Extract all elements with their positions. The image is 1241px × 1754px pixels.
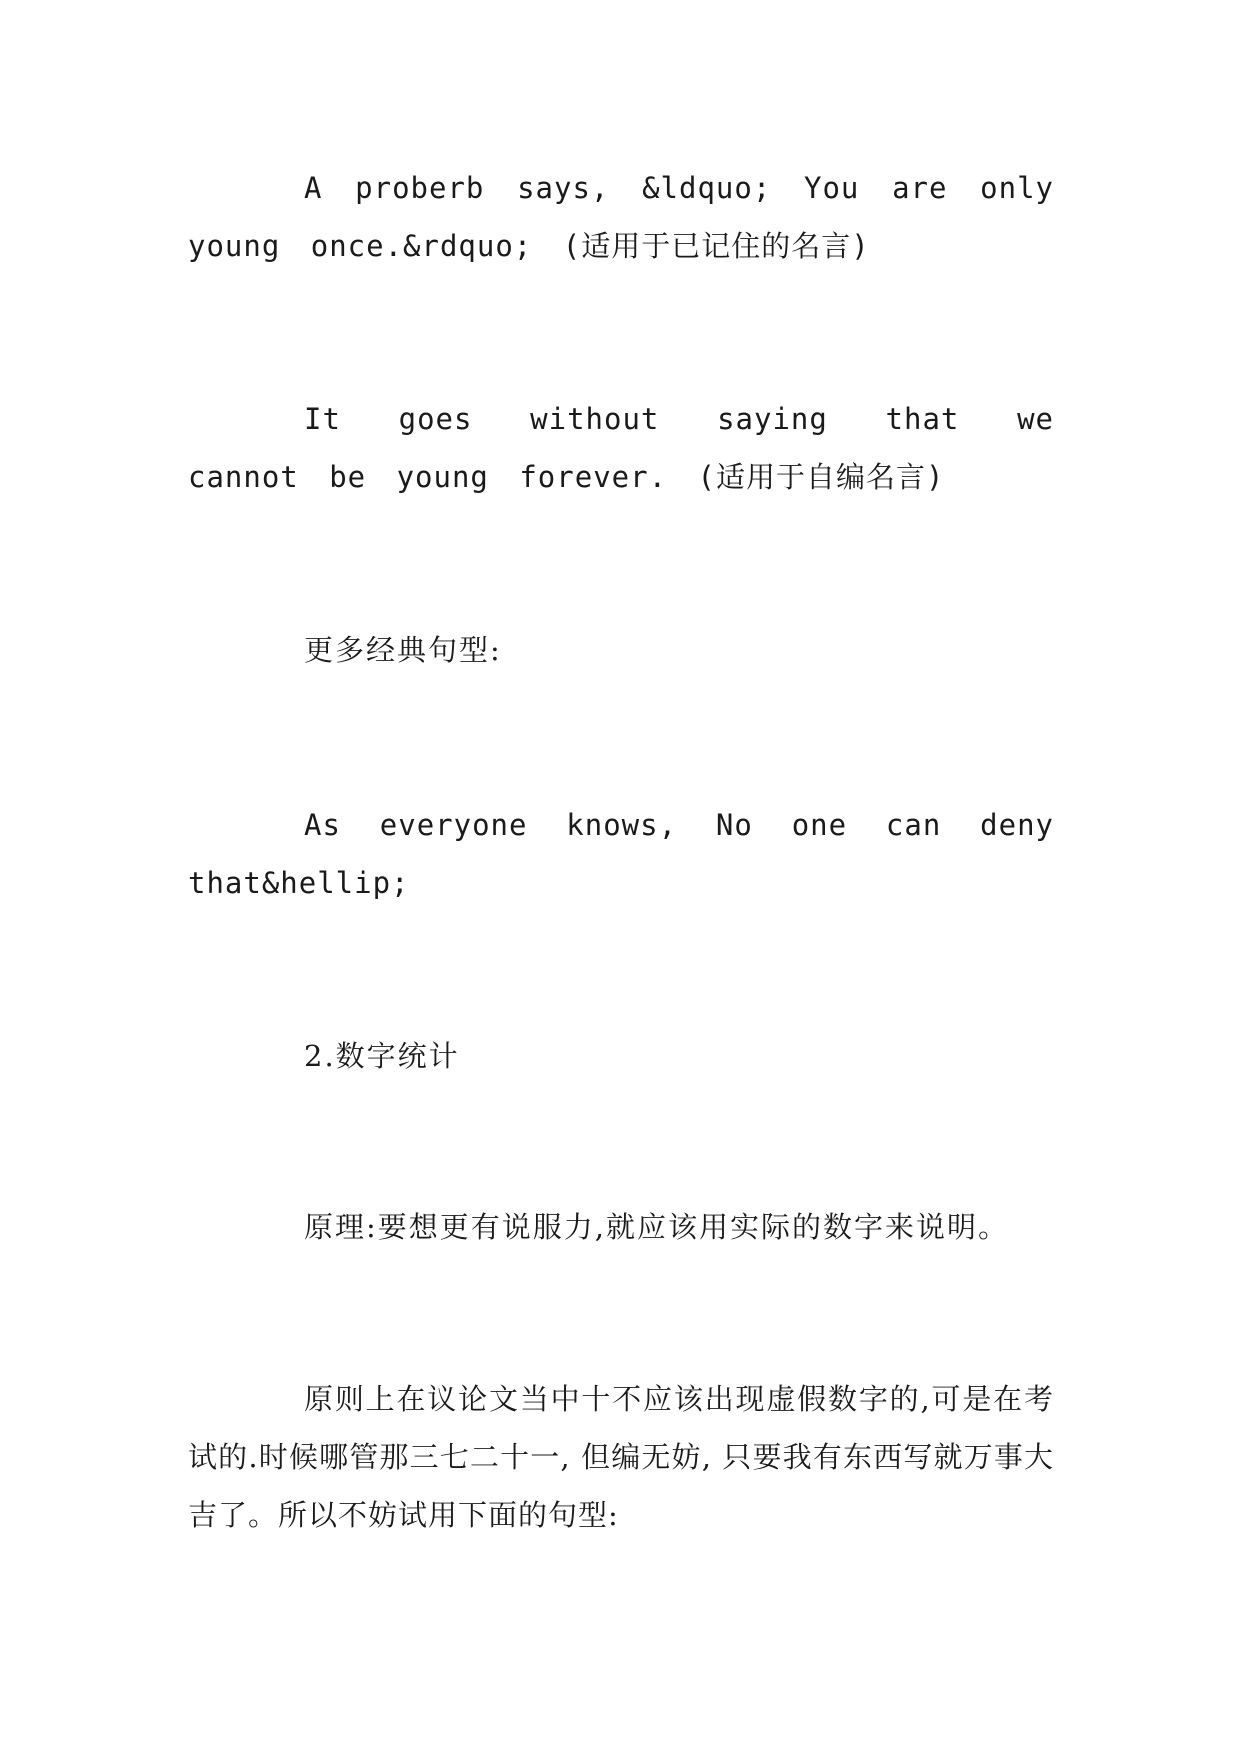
more-patterns-heading: 更多经典句型: — [304, 633, 502, 667]
proverb-paragraph-2: It goes without saying that we cannot be young forever. (适用于自编名言) — [188, 402, 1054, 494]
proverb-paragraph-1: A proberb says, &ldquo; You are only young once.&rdquo; (适用于已记住的名言) — [188, 171, 1054, 263]
as-everyone-paragraph: As everyone knows, No one can deny that&hellip; — [188, 808, 1054, 900]
section-2-heading: 2.数字统计 — [304, 1039, 460, 1073]
rule-paragraph: 原则上在议论文当中十不应该出现虚假数字的,可是在考试的.时候哪管那三七二十一, 但编无妨, 只要我有东西写就万事大吉了。所以不妨试用下面的句型: — [188, 1382, 1054, 1532]
principle-paragraph: 原理:要想更有说服力,就应该用实际的数字来说明。 — [304, 1210, 1009, 1244]
